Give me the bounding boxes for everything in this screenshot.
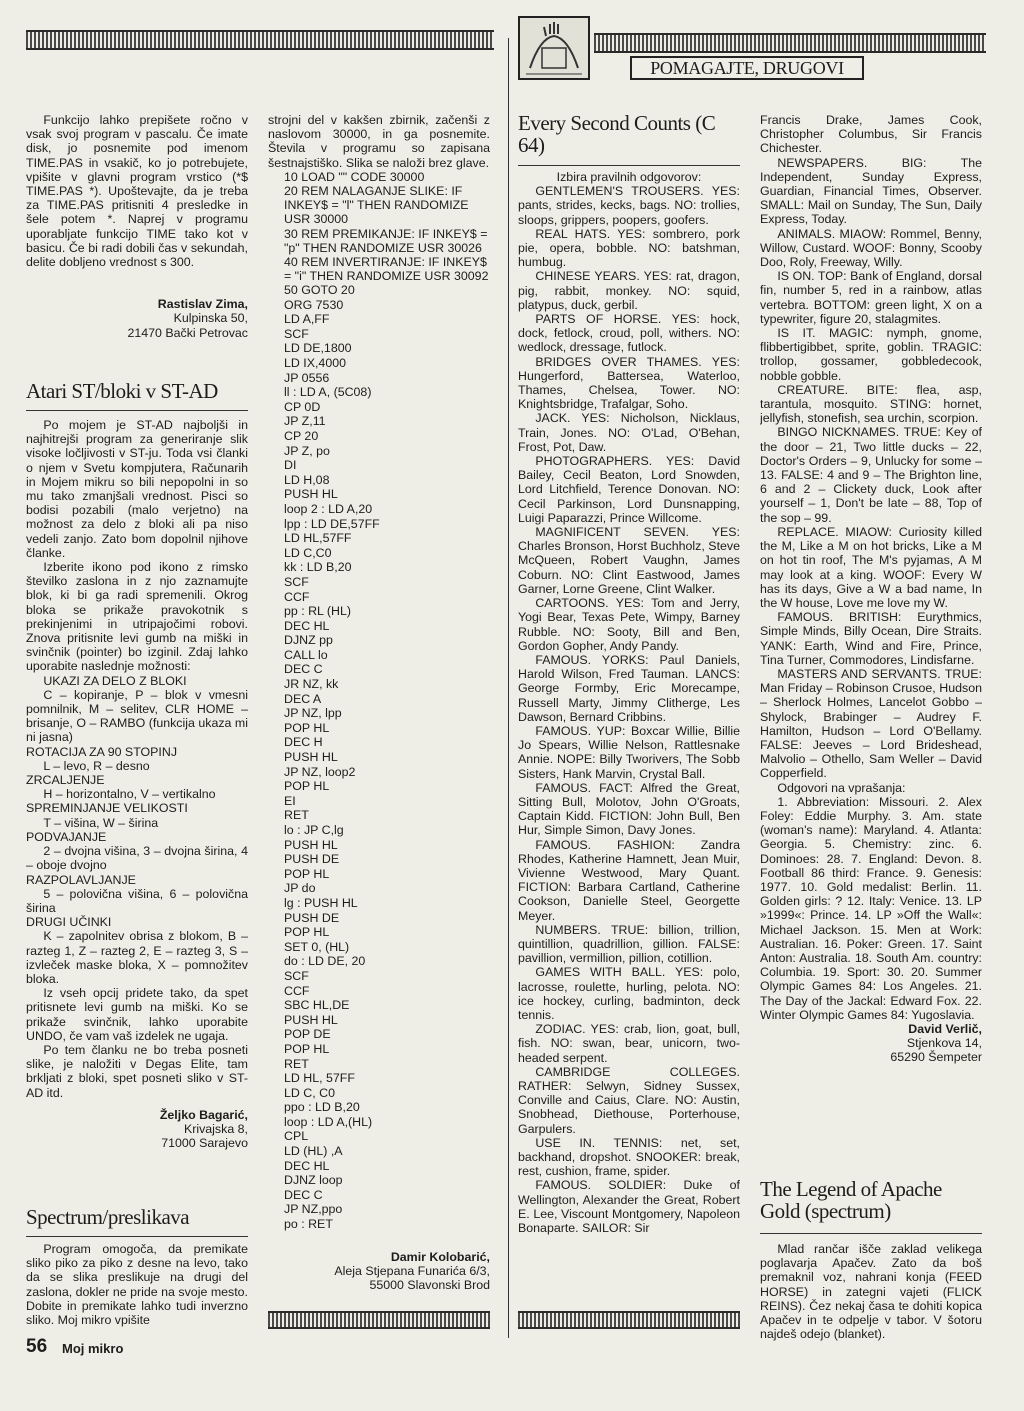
- paragraph: CARTOONS. YES: Tom and Jerry, Yogi Bear, Texas Pete, Wimpy, Barney Rubble. NO: Sooty, Bill and Ben, Gordon Gopher, Andy Pandy.: [518, 596, 740, 653]
- paragraph: strojni del v kakšen zbirnik, začenši z naslovom 30000, in ga posnemite. Števila v programu so zapisana šestnajstiško. Slika se naloži brez glave.: [268, 113, 490, 170]
- article-heading-every-second-counts: Every Second Counts (C 64): [518, 112, 740, 166]
- paragraph: Izbira pravilnih odgovorov:: [556, 170, 702, 184]
- paragraph: CREATURE. BITE: flea, asp, tarantula, mosquito. STING: hornet, jellyfish, stonefish, sea urchin, scorpion.: [760, 382, 982, 426]
- paragraph: 2 – dvojna višina, 3 – dvojna širina, 4 – oboje dvojno: [26, 844, 248, 873]
- assembly-listing: ORG 7530 LD A,FF SCF LD DE,1800 LD IX,4000 JP 0556 ll : LD A, (5C08) CP 0D JP Z,11 CP 20 JP Z, po DI LD H,08 PUSH HL loop 2 : LD A,20 lpp : LD DE,57FF LD HL,57FF LD C,C0 kk : LD B,20 SCF CCF pp : RL (HL) DEC HL DJNZ pp CALL lo DEC C JR NZ, kk DEC A JP NZ, lpp POP HL DEC H PUSH HL JP NZ, loop2 POP HL EI RET lo : JP C,lg PUSH HL PUSH DE POP HL JP do lg : PUSH HL PUSH DE POP HL SET 0, (HL) do : LD DE, 20 SCF CCF SBC HL,DE PUSH HL POP DE POP HL RET LD HL, 57FF LD C, C0 ppo : LD B,20 loop : LD A,(HL) CPL LD (HL) ,A DEC HL DJNZ loop DEC C JP NZ,ppo po : RET: [284, 297, 380, 1232]
- column-2: [268, 113, 490, 1299]
- paragraph: FAMOUS. YUP: Boxcar Willie, Billie Jo Spears, Willie Nelson, Rattlesnake Annie. NOPE: Billy Tworivers, The Sobb Sisters, Hank Marvin, Crystal Ball.: [518, 723, 740, 781]
- author-name: Željko Bagarić,: [159, 1107, 248, 1122]
- paragraph: DRUGI UČINKI: [26, 915, 112, 930]
- column-2-signature: [268, 1250, 490, 1293]
- author-address: Stjenkova 14,: [906, 1036, 982, 1051]
- paragraph: Po mojem je ST-AD najboljši in najhitrejši program za generiranje slik visoke ločljivosti v ST-ju. Toda vsi članki o njem v Svetu kompjutera, Računarih in Mojem mikru so bili nepopolni in so mu tako zmanjšali vrednost. Pisci so bodisi pozabili (malo verjetno) na možnost za delo z bloki ali pa niso vedeli zanjo. Zato bom dopolnil njihove članke.: [26, 418, 248, 560]
- paragraph: BRIDGES OVER THAMES. YES: Hungerford, Battersea, Waterloo, Thames, Chelsea, Tower. NO: Knightsbridge, Trafalgar, Soho.: [518, 354, 740, 412]
- paragraph: BINGO NICKNAMES. TRUE: Key of the door – 21, Two little ducks – 22, Doctor's Orders – 9, Unlucky for some – 13. FALSE: 4 and 9 – The Brighton line, 6 and 2 – Clickety duck, Look after yourself – 1, Don't be late – 88, Top of the sop – 99.: [760, 425, 982, 525]
- author-name: David Verlič,: [908, 1022, 982, 1036]
- paragraph: NEWSPAPERS. BIG: The Independent, Sunday Express, Guardian, Financial Times, Observer. SMALL: Mail on Sunday, The Sun, Daily Express, Today.: [760, 155, 982, 227]
- paragraph: Funkcijo lahko prepišete ročno v vsak svoj program v pascalu. Če imate disk, jo posnemite pod imenom TIME.PAS in vsakič, ko jo potrebujete, vpišite v glavni program vrstico (*$ TIME.PAS *). Upoštevajte, da je treba za TIME.PAS pritisniti 4 presledke in šele potem *. Naprej v programu uporabljate funkcijo TIME tako kot v basicu. Če bi radi dobili čas v sekundah, delite dobljeno vrednost s 300.: [26, 113, 248, 270]
- column-1-atari: [26, 418, 248, 1180]
- paragraph: PARTS OF HORSE. YES: hock, dock, fetlock, croud, poll, withers. NO: wedlock, dressage, futlock.: [518, 312, 740, 355]
- article-heading-spectrum: Spectrum/preslikava: [26, 1206, 248, 1237]
- paragraph: IS IT. MAGIC: nymph, gnome, flibbertigibbet, sprite, goblin. TRAGIC: trollop, gossamer, gobbledecook, nobble gobble.: [760, 326, 982, 383]
- article-heading-legend-of-apache-gold: The Legend of Apache Gold (spectrum): [760, 1178, 982, 1234]
- paragraph: RAZPOLAVLJANJE: [26, 872, 136, 887]
- paragraph: L – levo, R – desno: [43, 758, 150, 773]
- article-heading-atari: Atari ST/bloki v ST-AD: [26, 380, 248, 411]
- paragraph: REAL HATS. YES: sombrero, pork pie, opera, bobble. NO: batshman, humbug.: [518, 226, 740, 270]
- basic-listing: 10 LOAD "" CODE 30000 20 REM NALAGANJE SLIKE: IF INKEY$ = "l" THEN RANDOMIZE USR 30000 30 REM PREMIKANJE: IF INKEY$ = "p" THEN RANDOMIZE USR 30026 40 REM INVERTIRANJE: IF INKEY$ = "i" THEN RANDOMIZE USR 30092 50 GOTO 20: [284, 169, 489, 298]
- paragraph: Izberite ikono pod ikono z rimsko številko zaslona in z njo zaznamujte blok, ki bi ga radi spremenili. Okrog bloka se prikaže pravokotnik s prekinjenimi in utripajočimi robovi. Znova pritisnite levi gumb na miški in svinčnik (pointer) bo izginil. Zdaj lahko uporabite naslednje možnosti:: [26, 560, 248, 674]
- section-logo: [518, 16, 590, 80]
- paragraph: FAMOUS. YORKS: Paul Daniels, Harold Wilson, Fred Tauman. LANCS: George Formby, Eric Morecampe, Russell Marty, Jimmy Clitherge, Les Dawson, Bernard Cribbins.: [518, 652, 740, 724]
- paragraph: Mlad rančar išče zaklad velikega poglavarja Apačev. Zato da boš premaknil voz, nahrani konja (FEED HORSE) in zategni vajeti (FLICK REINS). Čez nekaj časa te dohiti kopica Apačev in te odpelje v tabor. V šotoru najdeš odejo (blanket).: [760, 1242, 982, 1342]
- section-title: POMAGAJTE, DRUGOVI: [630, 56, 864, 80]
- column-1-spectrum: [26, 1242, 248, 1328]
- paragraph: UKAZI ZA DELO Z BLOKI: [43, 673, 187, 688]
- paragraph: 5 – polovična višina, 6 – polovična širina: [26, 886, 248, 915]
- paragraph: JACK. YES: Nicholson, Nicklaus, Train, Jones. NO: O'Lad, O'Behan, Frost, Pot, Daw.: [518, 411, 740, 454]
- author-address: 21470 Bački Petrovac: [127, 325, 248, 340]
- column-4: [760, 113, 982, 1163]
- paragraph: IS ON. TOP: Bank of England, dorsal fin, number 5, red in a rainbow, atlas vertebra. BOTTOM: green light, X on a typewriter, figure 20, stalagmites.: [760, 269, 982, 326]
- paragraph: GENTLEMEN'S TROUSERS. YES: pants, strides, kecks, bags. NO: trollies, sloops, grippers, poopers, goofers.: [518, 184, 740, 227]
- paragraph: NUMBERS. TRUE: billion, trillion, quintillion, quadrillion, gillion. FALSE: pavillion, vermillion, pillion, cotillion.: [518, 922, 740, 966]
- author-address: 55000 Slavonski Brod: [369, 1278, 490, 1293]
- column-3: [518, 170, 740, 1345]
- header-bar-left: [26, 30, 494, 50]
- paragraph: FAMOUS. SOLDIER: Duke of Wellington, Alexander the Great, Robert E. Lee, Viscount Montgomery, Napoleon Bonaparte. SAILOR: Sir: [518, 1178, 740, 1236]
- paragraph: FAMOUS. BRITISH: Eurythmics, Simple Minds, Billy Ocean, Dire Straits. YANK: Earth, Wind and Fire, Prince, Tina Turner, Commodores, Lindisfarne.: [760, 610, 982, 667]
- paragraph: ROTACIJA ZA 90 STOPINJ: [26, 744, 178, 759]
- page-number: 56: [26, 1336, 48, 1357]
- paragraph: FAMOUS. FACT: Alfred the Great, Sitting Bull, Molotov, John O'Groats, Captain Kidd. FICTION: John Bull, Ben Hur, Simple Simon, Davy Jones.: [518, 780, 740, 838]
- author-address: 71000 Sarajevo: [161, 1136, 248, 1151]
- paragraph: Francis Drake, James Cook, Christopher Columbus, Sir Francis Chichester.: [760, 113, 982, 156]
- paragraph: Po tem članku ne bo treba posneti slike, je naložiti v Degas Elite, tam brkljati z bloki, spet posneti sliko v ST-AD itd.: [26, 1042, 248, 1100]
- magazine-name: Moj mikro: [62, 1341, 124, 1356]
- author-address: Kulpinska 50,: [173, 311, 248, 326]
- paragraph: ZRCALJENJE: [26, 773, 105, 788]
- paragraph: T – višina, W – širina: [43, 815, 159, 830]
- author-address: 65290 Šempeter: [890, 1050, 982, 1065]
- column-4-legend: [760, 1242, 982, 1342]
- paragraph: Program omogoča, da premikate sliko piko za piko z desne na levo, tako da se slika preslikuje na drugi del zaslona, dokler ne pride na svoje mesto. Dobite in premikate lahko tudi inverzno sliko. Moj mikro vpišite: [26, 1242, 248, 1328]
- paragraph: PODVAJANJE: [26, 829, 107, 844]
- paragraph: C – kopiranje, P – blok v vmesni pomnilnik, M – selitev, CLR HOME – brisanje, O – RAMBO (funkcija ukaza mi ni jasna): [26, 687, 248, 745]
- paragraph: CAMBRIDGE COLLEGES. RATHER: Selwyn, Sidney Sussex, Conville and Caius, Clare. NO: Austin, Snobhead, Diethouse, Porterhouse, Garpulers.: [518, 1064, 740, 1136]
- paragraph: 1. Abbreviation: Missouri. 2. Alex Foley: Eddie Murphy. 3. Am. state (woman's name): Maryland. 4. Atlanta: Georgia. 5. Chemistry: zinc. 6. Dominoes: 28. 7. England: Devon. 8. Football 86 third: France. 9. Genesis: 1977. 10. Gold medalist: Berlin. 11. Golden girls: ? 12. Italy: Venice. 13. LP »1999«: Prince. 14. LP »Off the Wall«: Michael Jackson. 15. Men at Work: Australian. 16. Poker: Green. 17. Saint Anton: Australia. 18. South Am. country: Columbia. 19. Sport: 30. 20. Summer Olympic Games 84: Los Angeles. 21. The Day of the Jackal: Edward Fox. 22. Winter Olympic Games 84: Yugoslavia.: [760, 794, 982, 1022]
- paragraph: MASTERS AND SERVANTS. TRUE: Man Friday – Robinson Crusoe, Hudson – Sherlock Holmes, Lancelot Gobbo – Shylock, Brabinger – Audrey F. Hamilton, Hudson – Lord O'Bellamy. FALSE: Jeeves – Lord Brideshead, Malvolio – Othello, Sam Weller – David Copperfield.: [760, 666, 982, 781]
- paragraph: GAMES WITH BALL. YES: polo, lacrosse, roulette, hurling, pelota. NO: ice hockey, curling, badminton, deck tennis.: [518, 965, 740, 1022]
- paragraph: CHINESE YEARS. YES: rat, dragon, pig, rabbit, monkey. NO: squid, platypus, duck, gerbil.: [518, 269, 740, 312]
- paragraph: Odgovori na vprašanja:: [777, 780, 906, 795]
- paragraph: REPLACE. MIAOW: Curiosity killed the M, Like a M on hot bricks, Like a M on hot tin roof, The M's pyjamas, A M may look at a king. WOOF: Every W has its days, Give a W a bad name, In the W house, Love me love my W.: [760, 524, 982, 610]
- paragraph: ANIMALS. MIAOW: Rommel, Benny, Willow, Custard. WOOF: Bonny, Scooby Doo, Roly, Freeway, Willy.: [760, 226, 982, 270]
- column-divider: [508, 38, 509, 1338]
- column-1-top: [26, 113, 248, 340]
- header-bar-right: [594, 33, 986, 53]
- author-address: Krivajska 8,: [183, 1121, 248, 1136]
- paragraph: MAGNIFICENT SEVEN. YES: Charles Bronson, Horst Buchholz, Steve McQueen, Robert Vaughn, James Coburn. NO: Clint Eastwood, James Garner, Lorne Greene, Clint Walker.: [518, 525, 740, 596]
- paragraph: PHOTOGRAPHERS. YES: David Bailey, Cecil Beaton, Lord Snowden, Lord Litchfield, Terence Donovan. NO: Cecil Parkinson, Lord Dunsnapping, Luigi Paparazzi, Prince Willcome.: [518, 454, 740, 525]
- footer-bar-middle: [268, 1311, 490, 1329]
- paragraph: SPREMINJANJE VELIKOSTI: [26, 801, 188, 816]
- paragraph: H – horizontalno, V – vertikalno: [43, 787, 216, 802]
- author-name: Rastislav Zima,: [157, 297, 248, 312]
- author-name: Damir Kolobarić,: [390, 1250, 490, 1264]
- paragraph: USE IN. TENNIS: net, set, backhand, dropshot. SNOOKER: break, rest, cushion, frame, spider.: [518, 1135, 740, 1179]
- paragraph: Iz vseh opcij pridete tako, da spet pritisnete levi gumb na miški. Ko se prikaže svinčnik, lahko uporabite UNDO, če vam vaš izdelek ne ugaja.: [26, 986, 248, 1043]
- paragraph: ZODIAC. YES: crab, lion, goat, bull, fish. NO: swan, bear, unicorn, two-headed serpent.: [518, 1022, 740, 1065]
- paragraph: FAMOUS. FASHION: Zandra Rhodes, Katherine Hamnett, Jean Muir, Vivienne Westwood, Mary Quant. FICTION: Barbara Cartland, Catherine Cookson, Danielle Steel, Georgette Meyer.: [518, 837, 740, 923]
- paragraph: K – zapolnitev obrisa z blokom, B – razteg 1, Z – razteg 2, E – razteg 3, S – izvleček maske bloka, X – pomnožitev bloka.: [26, 929, 248, 986]
- author-address: Aleja Stjepana Funarića 6/3,: [334, 1264, 490, 1279]
